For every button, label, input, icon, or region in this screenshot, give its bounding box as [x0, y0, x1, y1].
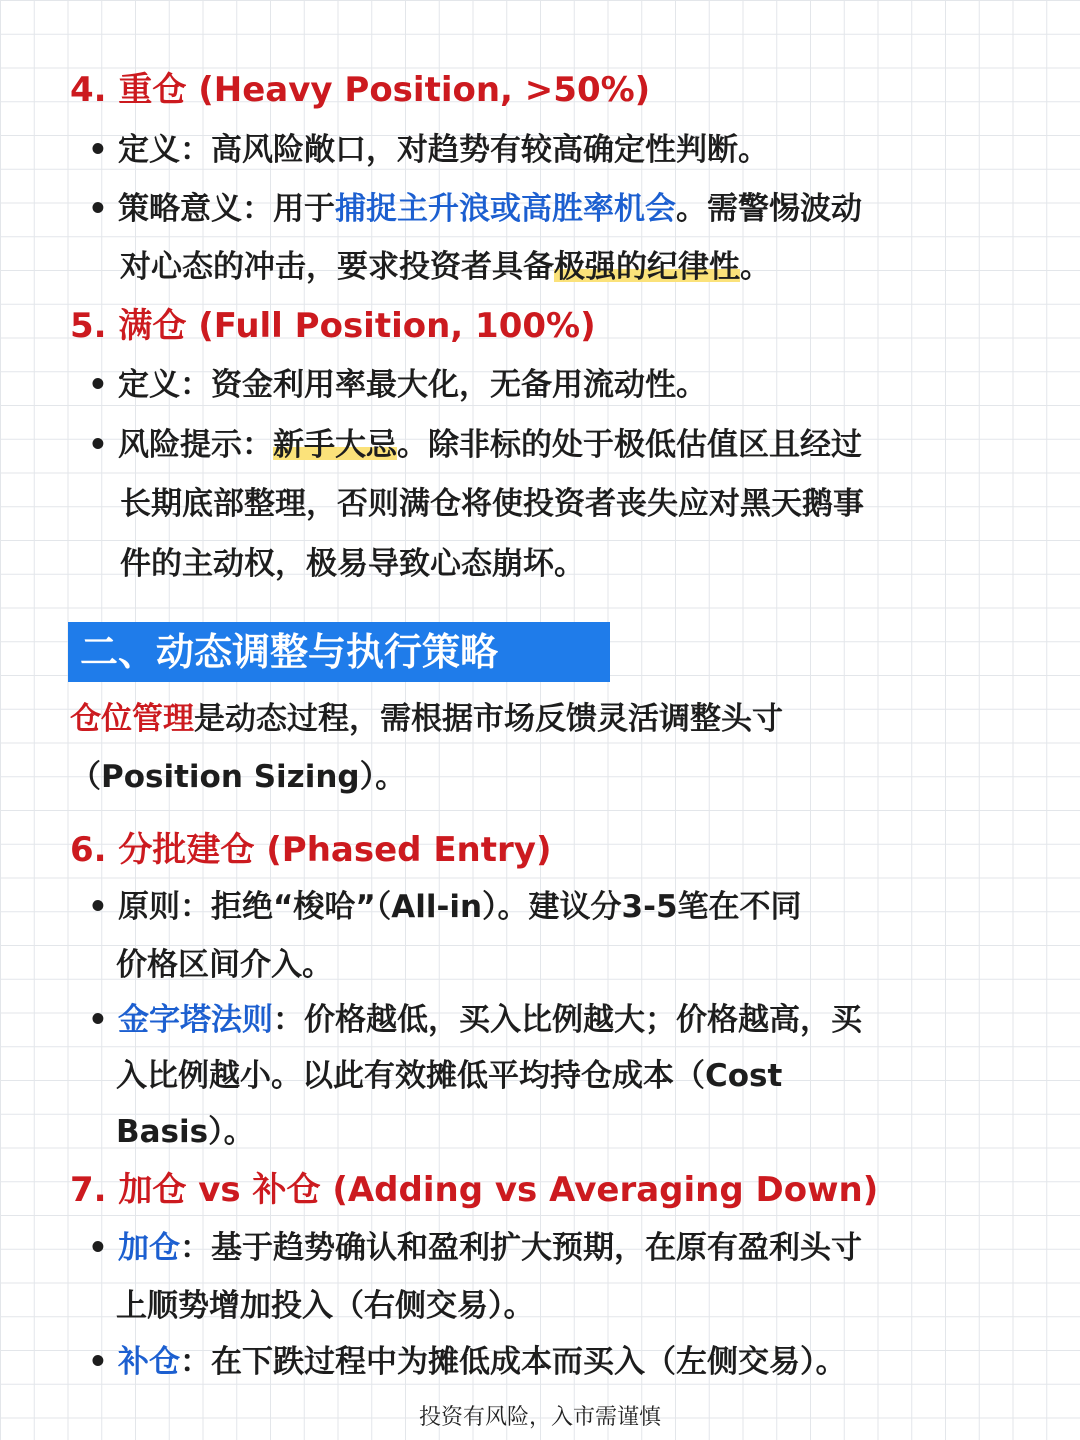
bullet-adding-line2: 上顺势增加投入（右侧交易）。	[116, 1288, 535, 1324]
section-title: 二、动态调整与执行策略	[68, 622, 610, 682]
bullet-dot: •	[88, 427, 108, 463]
heading-phased-entry: 6. 分批建仓 (Phased Entry)	[70, 830, 552, 870]
text-post: ：价格越低，买入比例越大；价格越高，买	[273, 1002, 862, 1038]
bullet-adding	[88, 1219, 862, 1277]
bullet-full-risk-line3: 件的主动权，极易导致心态崩坏。	[120, 546, 585, 582]
text-post: 。除非标的处于极低估值区且经过	[397, 427, 862, 463]
intro-paragraph-line2: （Position Sizing）。	[70, 759, 407, 795]
heading-heavy-position: 4. 重仓 (Heavy Position, >50%)	[70, 70, 651, 110]
yellow-highlight: 极强的纪律性	[554, 249, 740, 285]
text-post: ：基于趋势确认和盈利扩大预期，在原有盈利头寸	[180, 1230, 862, 1266]
bullet-phased-principle	[88, 878, 802, 936]
text-post: 是动态过程，需根据市场反馈灵活调整头寸	[194, 701, 783, 737]
text-pre: 用于	[273, 191, 335, 227]
red-term: 仓位管理	[70, 701, 194, 737]
label: 风险提示：	[118, 427, 273, 463]
risk-disclaimer-footer: 投资有风险，入市需谨慎	[418, 1405, 661, 1430]
bullet-full-risk-line2: 长期底部整理，否则满仓将使投资者丧失应对黑天鹅事	[120, 486, 864, 522]
heading-full-position: 5. 满仓 (Full Position, 100%)	[70, 306, 596, 346]
label: 策略意义：	[118, 191, 273, 227]
bullet-pyramid-rule-line3: Basis）。	[116, 1114, 255, 1150]
blue-term: 金字塔法则	[118, 1002, 273, 1038]
bullet-averaging-down	[88, 1333, 847, 1391]
bullet-full-risk	[88, 416, 862, 474]
blue-highlight: 捕捉主升浪或高胜率机会	[335, 191, 676, 227]
bullet-dot: •	[88, 1344, 108, 1380]
bullet-heavy-strategy	[88, 180, 862, 238]
text-pre: 对心态的冲击，要求投资者具备	[120, 249, 554, 285]
text-end: 。	[740, 249, 771, 285]
yellow-highlight: 新手大忌	[273, 427, 397, 463]
text: 拒绝“梭哈”（All-in）。建议分3-5笔在不同	[211, 889, 802, 925]
bullet-heavy-strategy-line2	[120, 238, 771, 296]
bullet-dot: •	[88, 889, 108, 925]
label: 定义：	[118, 132, 211, 168]
bullet-dot: •	[88, 367, 108, 403]
bullet-dot: •	[88, 191, 108, 227]
blue-term: 补仓	[118, 1344, 180, 1380]
intro-paragraph	[70, 690, 783, 748]
bullet-dot: •	[88, 132, 108, 168]
heading-adding-vs-averaging: 7. 加仓 vs 补仓 (Adding vs Averaging Down)	[70, 1170, 879, 1210]
text: 高风险敞口，对趋势有较高确定性判断。	[211, 132, 769, 168]
bullet-dot: •	[88, 1002, 108, 1038]
bullet-pyramid-rule-line2: 入比例越小。以此有效摊低平均持仓成本（Cost	[116, 1058, 783, 1094]
bullet-dot: •	[88, 1230, 108, 1266]
bullet-phased-principle-line2: 价格区间介入。	[116, 947, 333, 983]
bullet-full-definition	[88, 356, 707, 414]
text-post: ：在下跌过程中为摊低成本而买入（左侧交易）。	[180, 1344, 847, 1380]
label: 原则：	[118, 889, 211, 925]
label: 定义：	[118, 367, 211, 403]
text-post: 。需警惕波动	[676, 191, 862, 227]
bullet-pyramid-rule	[88, 991, 862, 1049]
bullet-heavy-definition	[88, 121, 769, 179]
text: 资金利用率最大化，无备用流动性。	[211, 367, 707, 403]
blue-term: 加仓	[118, 1230, 180, 1266]
